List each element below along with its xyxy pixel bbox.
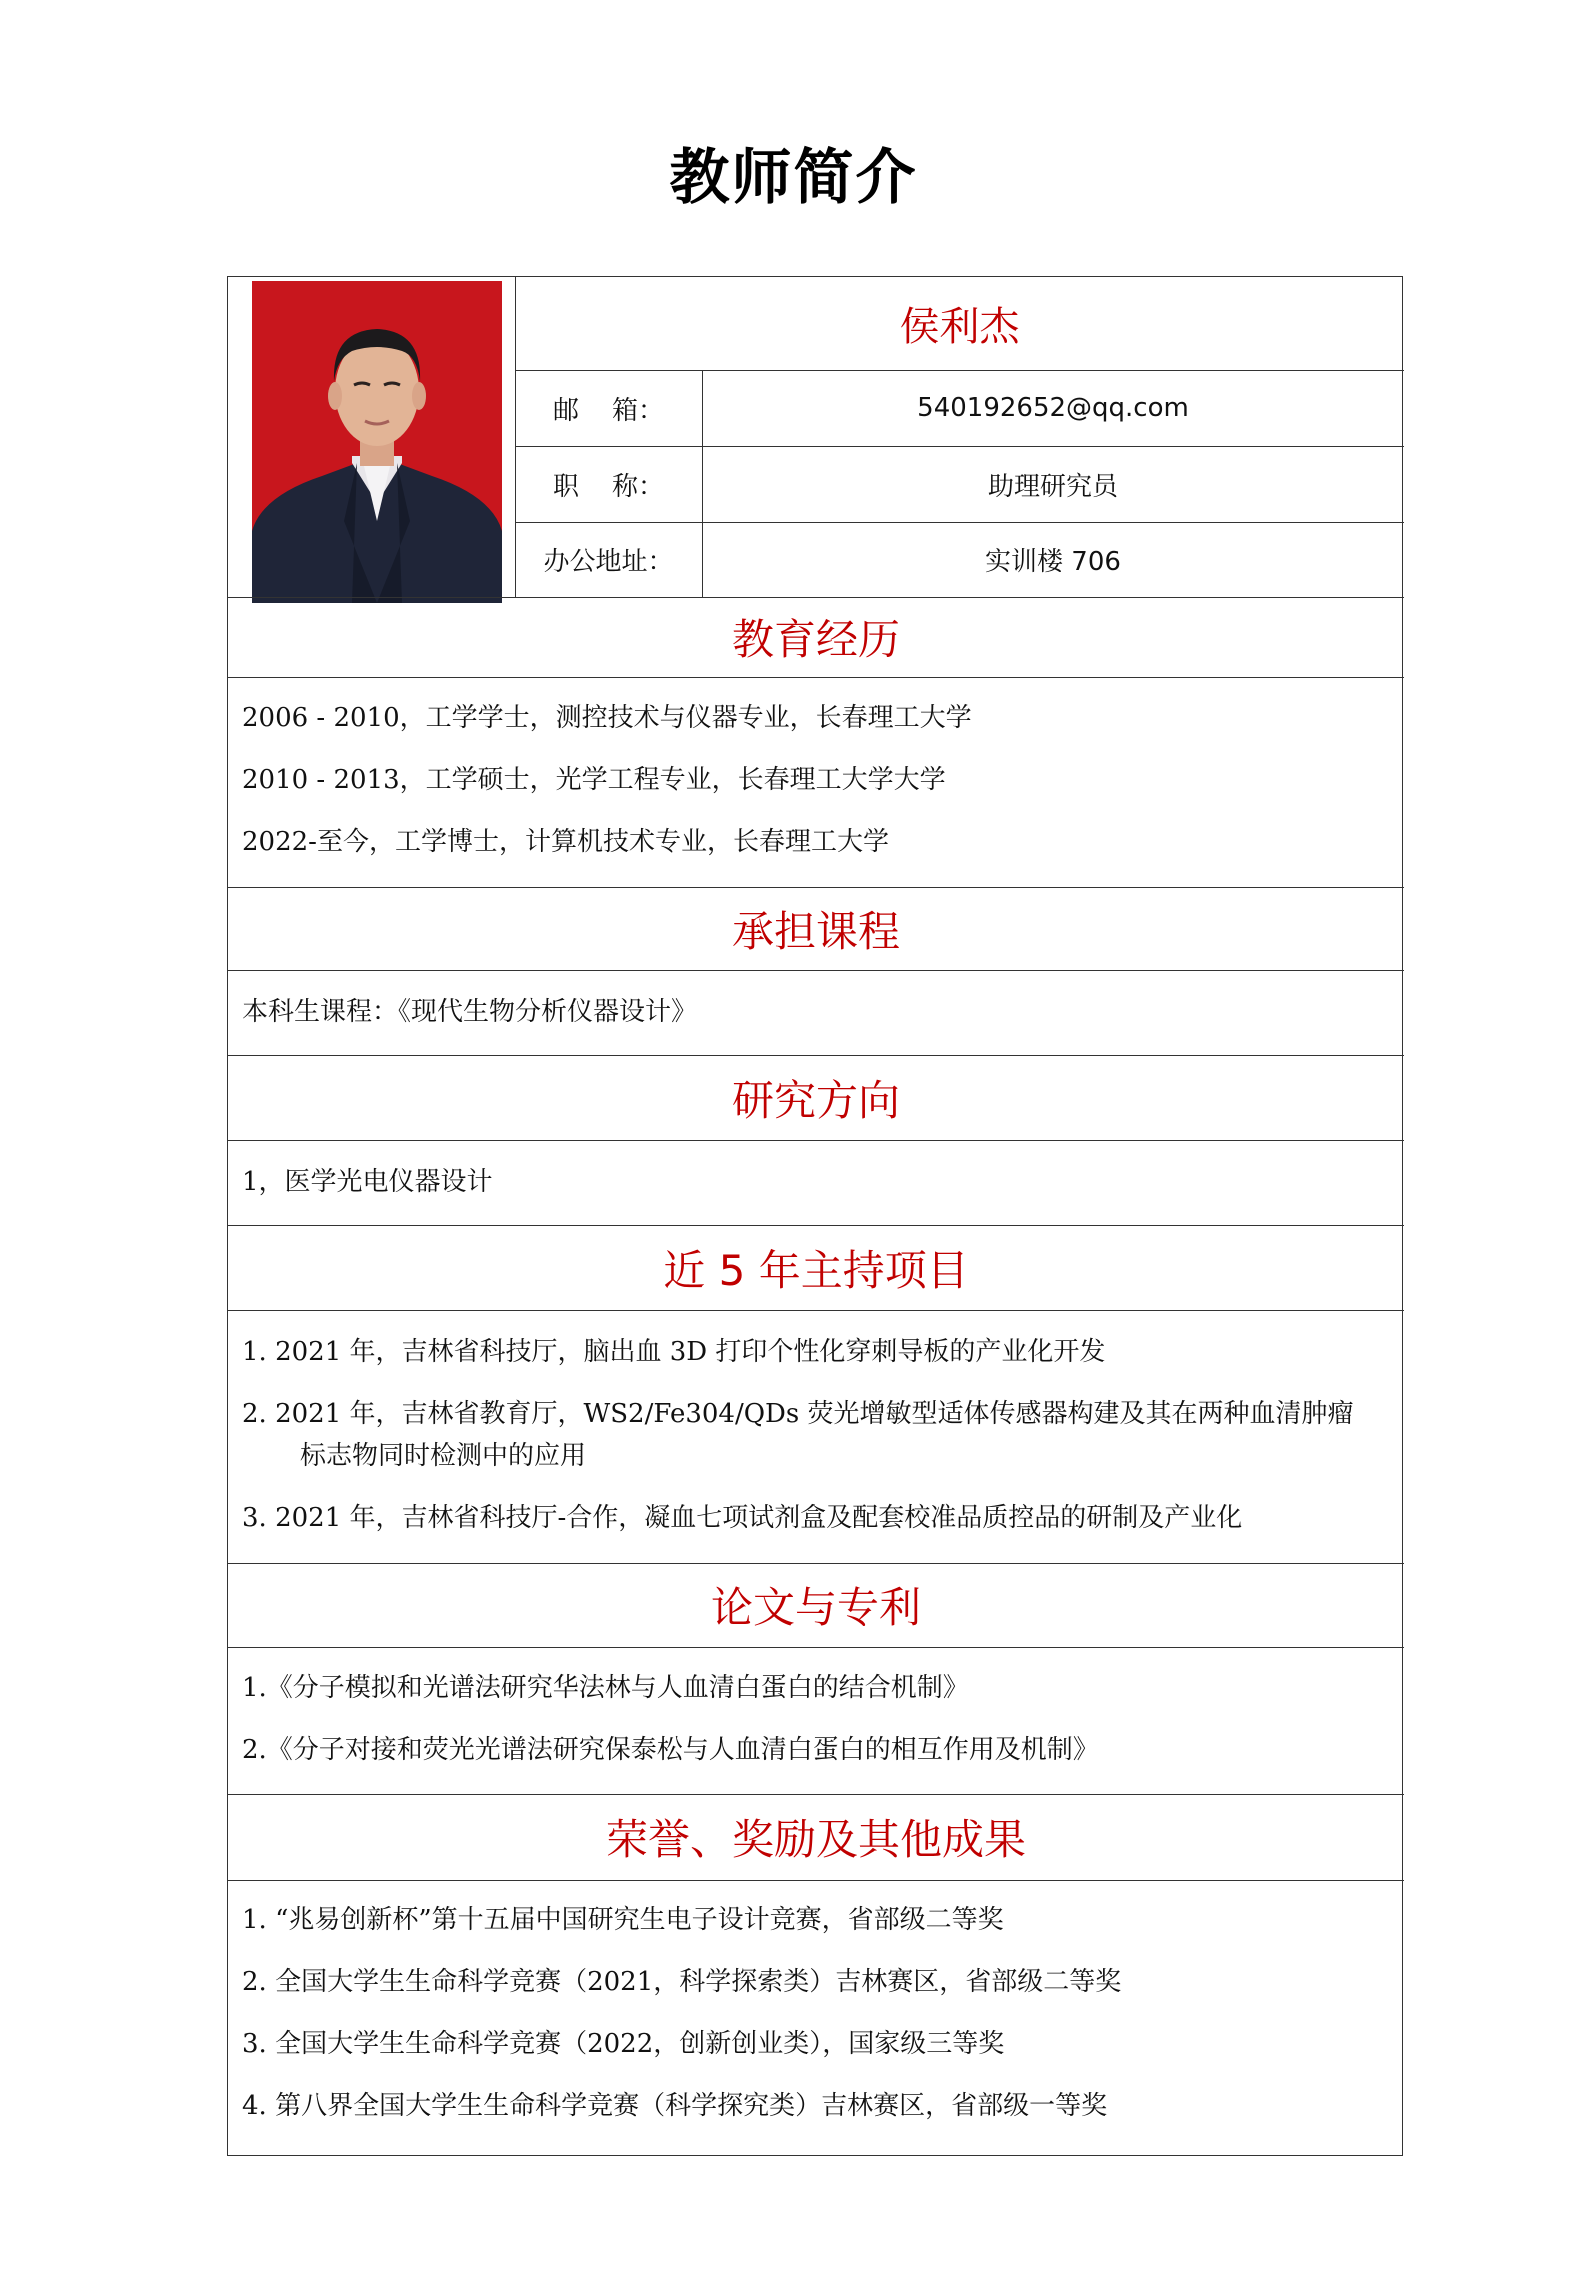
research-heading: 研究方向	[731, 1075, 900, 1125]
paper-item: 1.《分子模拟和光谱法研究华法林与人血清白蛋白的结合机制》	[242, 1673, 969, 1703]
project-item-continuation: 标志物同时检测中的应用	[300, 1441, 587, 1471]
portrait-photo	[252, 281, 502, 603]
paper-item: 2.《分子对接和荧光光谱法研究保泰松与人血清白蛋白的相互作用及机制》	[242, 1735, 1099, 1765]
project-item: 3. 2021 年，吉林省科技厅-合作，凝血七项试剂盒及配套校准品质控品的研制及产业化	[242, 1503, 1243, 1533]
honor-item: 4. 第八界全国大学生生命科学竞赛（科学探究类）吉林赛区，省部级一等奖	[242, 2091, 1108, 2121]
papers-heading: 论文与专利	[710, 1583, 921, 1632]
teacher-name: 侯利杰	[899, 304, 1020, 350]
project-item: 1. 2021 年，吉林省科技厅，脑出血 3D 打印个性化穿刺导板的产业化开发	[242, 1337, 1106, 1367]
courses-heading: 承担课程	[731, 906, 900, 956]
honor-item: 2. 全国大学生生命科学竞赛（2021，科学探索类）吉林赛区，省部级二等奖	[242, 1967, 1122, 1997]
page-title: 教师简介	[669, 143, 918, 213]
rank-label: 职 称：	[552, 471, 665, 502]
research-item: 1，医学光电仪器设计	[242, 1167, 493, 1197]
office-value: 实训楼 706	[985, 547, 1121, 577]
portrait-illustration	[252, 281, 502, 603]
education-item: 2006 - 2010，工学学士，测控技术与仪器专业，长春理工大学	[242, 703, 972, 733]
email-value: 540192652@qq.com	[917, 393, 1189, 423]
profile-table	[227, 276, 1403, 2156]
honors-heading: 荣誉、奖励及其他成果	[605, 1815, 1026, 1864]
honor-item: 1. “兆易创新杯”第十五届中国研究生电子设计竞赛，省部级二等奖	[242, 1905, 1004, 1935]
project-item: 2. 2021 年，吉林省教育厅，WS2/Fe304/QDs 荧光增敏型适体传感器构建及其在两种血清肿瘤	[242, 1399, 1354, 1429]
office-label: 办公地址：	[543, 547, 674, 577]
course-item: 本科生课程：《现代生物分析仪器设计》	[242, 997, 698, 1027]
education-item: 2022-至今，工学博士，计算机技术专业，长春理工大学	[242, 827, 889, 857]
projects-heading: 近 5 年主持项目	[663, 1245, 969, 1295]
education-heading: 教育经历	[731, 615, 900, 664]
rank-value: 助理研究员	[987, 471, 1118, 502]
email-label: 邮 箱：	[552, 395, 665, 426]
honor-item: 3. 全国大学生生命科学竞赛（2022，创新创业类），国家级三等奖	[242, 2029, 1005, 2059]
education-item: 2010 - 2013，工学硕士，光学工程专业，长春理工大学大学	[242, 765, 946, 795]
